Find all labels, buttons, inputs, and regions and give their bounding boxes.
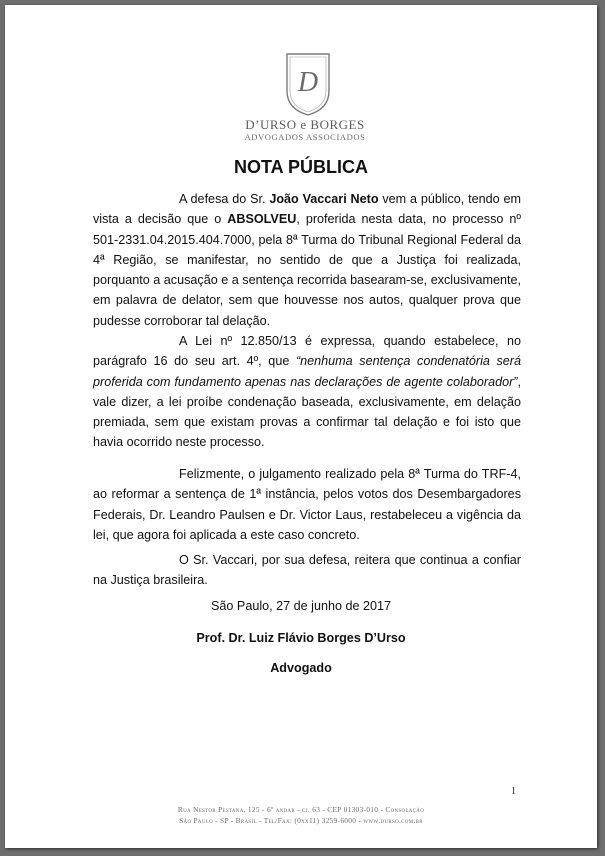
defendant-name: João Vaccari Neto (269, 192, 379, 206)
firm-subtitle: ADVOGADOS ASSOCIADOS (244, 132, 366, 142)
monogram-shield-icon (283, 51, 333, 117)
firm-name: D’URSO e BORGES (245, 117, 365, 132)
document-page (5, 5, 597, 848)
document-date: São Paulo, 27 de junho de 2017 (211, 599, 391, 613)
footer-contact: São Paulo - SP - Brasil - Tel/Fax: (0xx11) 3259-6000 - www.durso.com.br (179, 816, 423, 825)
p2-text-2: , vale dizer, a lei proíbe condenação baseada, exclusivamente, em delação premiada, sem que existam provas a confirmar tal delação e foi isto que havia ocorrido neste processo. (93, 374, 521, 450)
law-quote: “nenhuma sentença condenatória será proferida com fundamento apenas nas declarações de agente colaborador” (93, 354, 521, 389)
signer-role: Advogado (270, 661, 332, 675)
paragraph-2 (93, 331, 521, 453)
signer-name: Prof. Dr. Luiz Flávio Borges D’Urso (196, 631, 406, 645)
p1-text-3: , proferida nesta data, no processo nº 501-2331.04.2015.404.7000, pela 8ª Turma do Tribunal Regional Federal da 4ª Região, se manifestar, no sentido de que a Justiça foi realizada, porquanto a acusação e a sentença recorrida basearam-se, exclusivamente, em palavra de delator, sem que houvesse nos autos, qualquer prova que pudesse corroborar tal delação. (93, 212, 521, 328)
p1-text-2: vem a público, tendo em vista a decisão que o (93, 192, 521, 227)
paragraph-1 (93, 189, 521, 331)
svg-text:D: D (297, 67, 319, 98)
footer-address: Rua Nestor Pestana, 125 - 6º andar - cj. 63 - CEP 01303-010 - Consolação (177, 805, 425, 814)
paragraph-3: Felizmente, o julgamento realizado pela 8ª Turma do TRF-4, ao reformar a sentença de 1ª instância, pelos votos dos Desembargadores Federais, Dr. Leandro Paulsen e Dr. Victor Laus, restabeleceu a vigência da lei, que agora foi aplicada a este caso concreto. (93, 467, 521, 542)
p2-text-1: A Lei nº 12.850/13 é expressa, quando estabelece, no parágrafo 16 do seu art. 4º, que (93, 334, 521, 369)
verdict-word: ABSOLVEU (227, 212, 297, 227)
p1-text-1: A defesa do Sr. (179, 192, 270, 206)
paragraph-4: O Sr. Vaccari, por sua defesa, reitera que continua a confiar na Justiça brasileira. (93, 553, 521, 588)
page-number: 1 (511, 786, 516, 797)
document-title: NOTA PÚBLICA (234, 157, 368, 177)
